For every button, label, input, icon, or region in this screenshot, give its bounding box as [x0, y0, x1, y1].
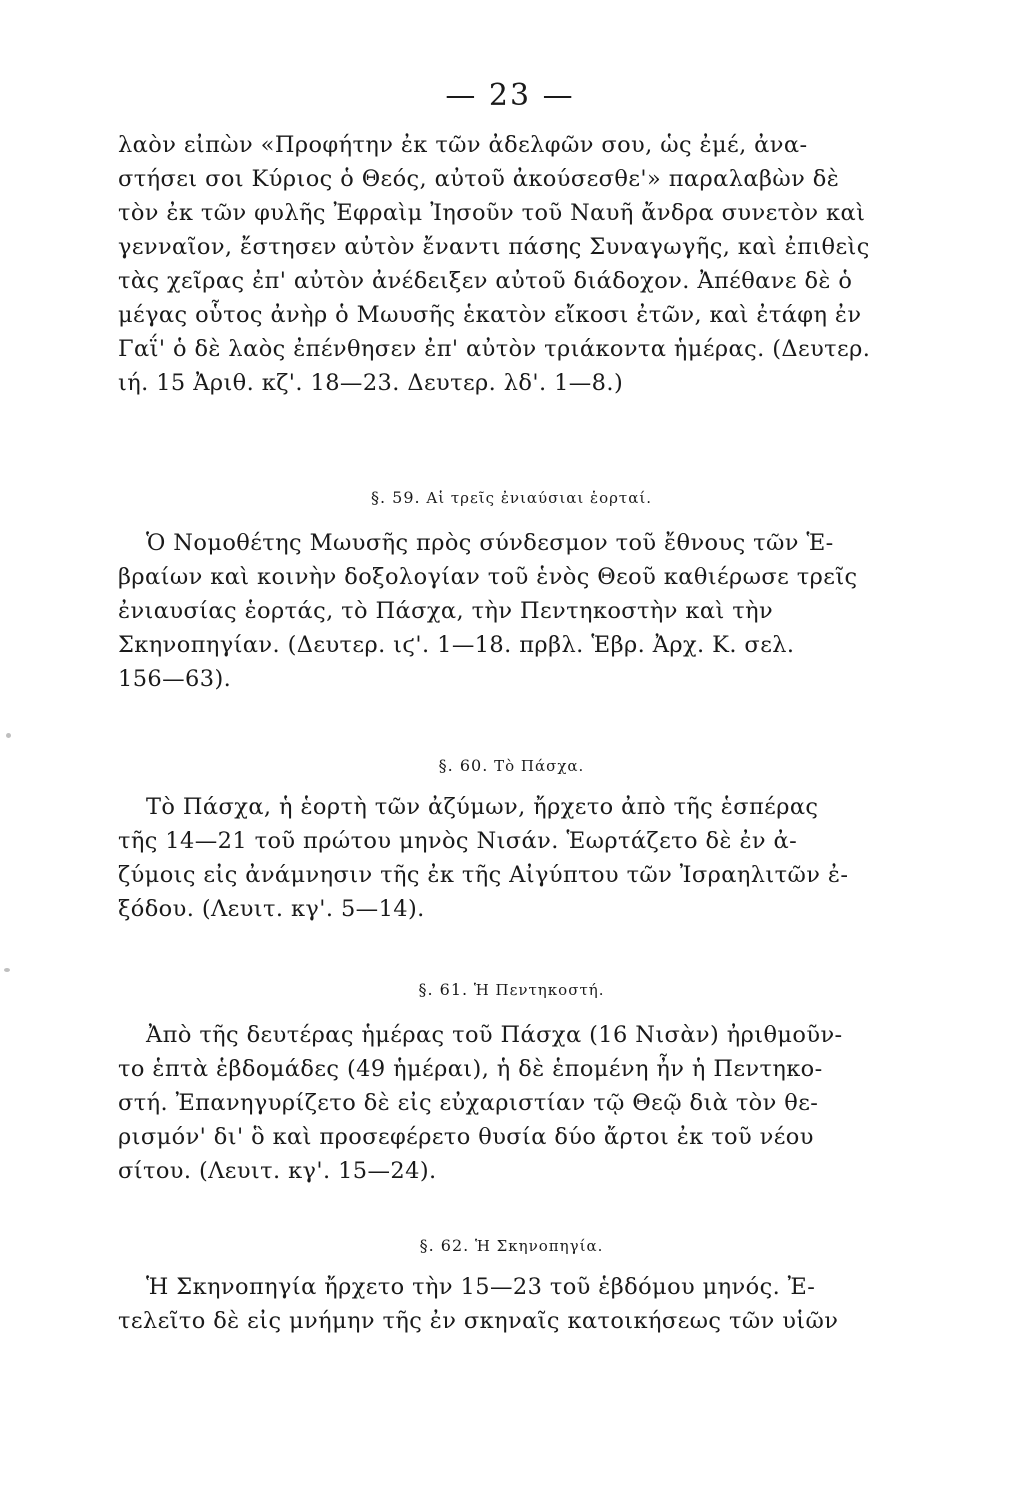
section-number: §. 59.	[371, 488, 421, 507]
section-title: Τὸ Πάσχα.	[494, 757, 585, 775]
section-title: Ἡ Πεντηκοστή.	[473, 981, 605, 999]
text-line: Ἡ Σκηνοπηγία ἤρχετο τὴν 15—23 τοῦ ἑβδόμου μηνός. Ἐ-	[146, 1274, 816, 1300]
section-59-body	[118, 526, 858, 696]
text-line: Τὸ Πάσχα, ἡ ἑορτὴ τῶν ἀζύμων, ἤρχετο ἀπὸ τῆς ἑσπέρας	[146, 794, 819, 820]
section-title: Αἱ τρεῖς ἐνιαύσιαι ἑορταί.	[426, 489, 652, 507]
text-line: ξόδου. (Λευιτ. κγ'. 5—14).	[118, 896, 425, 922]
text-line: Γαΐ' ὁ δὲ λαὸς ἐπένθησεν ἐπ' αὐτὸν τριάκοντα ἡμέρας. (Δευτερ.	[118, 336, 871, 362]
text-line: τὰς χεῖρας ἐπ' αὐτὸν ἀνέδειξεν αὐτοῦ διάδοχον. Ἀπέθανε δὲ ὁ	[118, 268, 853, 294]
text-line: στήσει σοι Κύριος ὁ Θεός, αὐτοῦ ἀκούσεσθε'» παραλαβὼν δὲ	[118, 166, 840, 192]
text-line: στή. Ἐπανηγυρίζετο δὲ εἰς εὐχαριστίαν τῷ Θεῷ διὰ τὸν θε-	[118, 1090, 819, 1116]
text-line: τελεῖτο δὲ εἰς μνήμην τῆς ἐν σκηναῖς κατοικήσεως τῶν υἱῶν	[118, 1308, 839, 1334]
text-line: βραίων καὶ κοινὴν δοξολογίαν τοῦ ἑνὸς Θεοῦ καθιέρωσε τρεῖς	[118, 564, 858, 590]
section-number: §. 60.	[438, 756, 489, 775]
text-line: γενναῖον, ἔστησεν αὐτὸν ἔναντι πάσης Συναγωγῆς, καὶ ἐπιθεὶς	[118, 234, 870, 260]
text-line: λαὸν εἰπὼν «Προφήτην ἐκ τῶν ἀδελφῶν σου, ὡς ἐμέ, ἀνα-	[118, 132, 808, 158]
text-line: ρισμόν' δι' ὃ καὶ προσεφέρετο θυσία δύο ἄρτοι ἐκ τοῦ νέου	[118, 1124, 814, 1150]
section-heading-60	[0, 756, 1023, 775]
text-line: το ἑπτὰ ἑβδομάδες (49 ἡμέραι), ἡ δὲ ἑπομένη ἦν ἡ Πεντηκο-	[118, 1056, 823, 1082]
section-number: §. 61.	[418, 980, 469, 999]
text-line: τῆς 14—21 τοῦ πρώτου μηνὸς Νισάν. Ἑωρτάζετο δὲ ἐν ἀ-	[118, 828, 798, 854]
text-line: ιή. 15 Ἀριθ. κζ'. 18—23. Δευτερ. λδ'. 1—8.)	[118, 370, 624, 396]
text-line: μέγας οὗτος ἀνὴρ ὁ Μωυσῆς ἑκατὸν εἴκοσι ἐτῶν, καὶ ἐτάφη ἐν	[118, 302, 862, 328]
section-62-body	[118, 1270, 858, 1338]
text-line: Ὁ Νομοθέτης Μωυσῆς πρὸς σύνδεσμον τοῦ ἔθνους τῶν Ἑ-	[146, 530, 834, 556]
text-line: σίτου. (Λευιτ. κγ'. 15—24).	[118, 1158, 437, 1184]
text-line: Ἀπὸ τῆς δευτέρας ἡμέρας τοῦ Πάσχα (16 Νισὰν) ἠριθμοῦν-	[146, 1022, 843, 1048]
scan-speck	[4, 968, 10, 972]
section-60-body	[118, 790, 858, 926]
text-line: τὸν ἐκ τῶν φυλῆς Ἐφραὶμ Ἰησοῦν τοῦ Ναυῆ ἄνδρα συνετὸν καὶ	[118, 200, 866, 226]
text-line: 156—63).	[118, 666, 232, 692]
section-heading-61	[0, 980, 1023, 999]
section-title: Ἡ Σκηνοπηγία.	[475, 1237, 604, 1255]
text-line: Σκηνοπηγίαν. (Δευτερ. ιϛ'. 1—18. πρβλ. Ἑβρ. Ἀρχ. Κ. σελ.	[118, 632, 795, 658]
text-line: ἐνιαυσίας ἑορτάς, τὸ Πάσχα, τὴν Πεντηκοστὴν καὶ τὴν	[118, 598, 774, 624]
page-number: — 23 —	[445, 78, 575, 113]
section-heading-59	[0, 488, 1023, 507]
paragraph-continuation	[118, 128, 871, 400]
section-number: §. 62.	[419, 1236, 470, 1255]
text-line: ζύμοις εἰς ἀνάμνησιν τῆς ἐκ τῆς Αἰγύπτου τῶν Ἰσραηλιτῶν ἐ-	[118, 862, 849, 888]
scan-speck	[6, 733, 11, 738]
section-heading-62	[0, 1236, 1023, 1255]
section-61-body	[118, 1018, 858, 1188]
